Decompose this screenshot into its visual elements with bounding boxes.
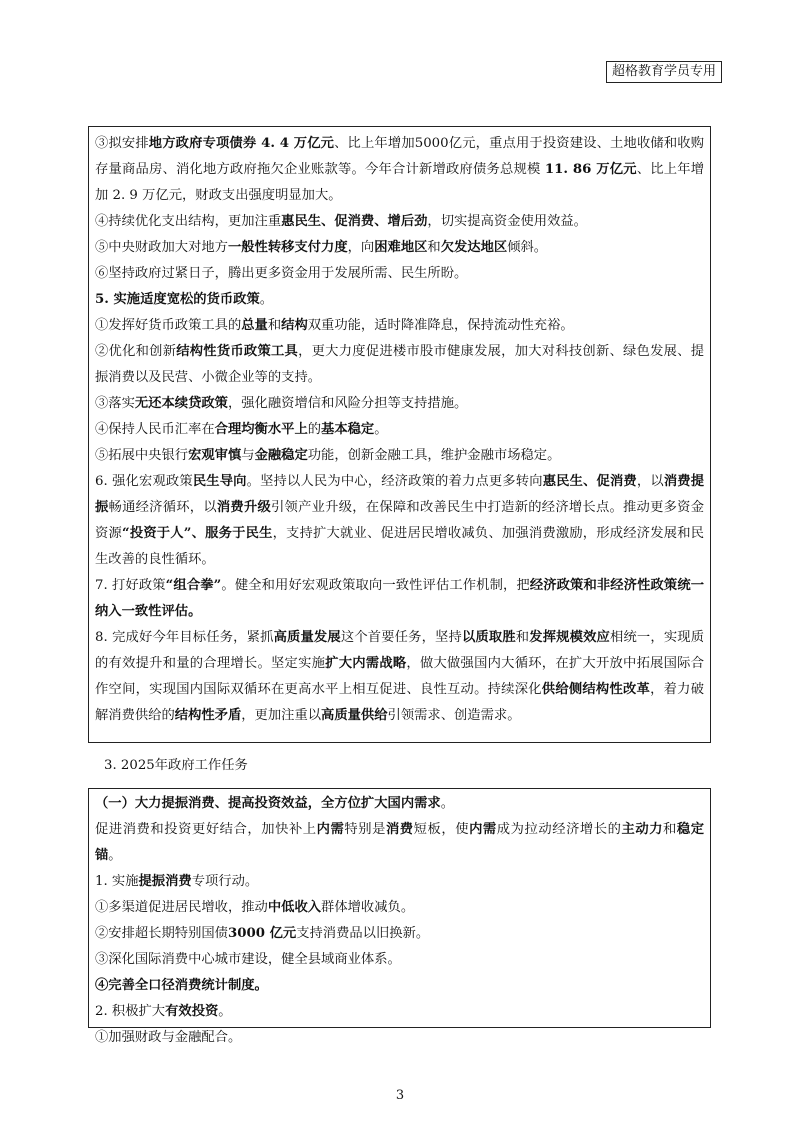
bold-text: 5. 实施适度宽松的货币政策 <box>95 292 260 307</box>
bold-text: 民生导向 <box>192 474 247 489</box>
document-stamp: 超格教育学员专用 <box>606 61 722 83</box>
paragraph <box>95 791 704 817</box>
paragraph <box>95 469 704 573</box>
text-run: 成为拉动经济增长的 <box>496 822 622 837</box>
text-run: 。坚持以人民为中心，经济政策的着力点更多转向 <box>246 474 543 489</box>
text-run: 支持消费品以旧换新。 <box>296 926 430 941</box>
paragraph <box>95 209 704 235</box>
text-run: ，做大做强国内大循环，在扩大开放中拓展国际合作空间，实现国内国际双循环在更高水平上相互促进、良性互动。持续深化 <box>95 656 705 697</box>
content-box-tasks <box>88 788 711 1045</box>
bold-text: 结构性货币政策工具 <box>176 344 299 359</box>
bold-text: ④完善全口径消费统计制度。 <box>95 978 268 993</box>
bold-text: 稳定锚 <box>95 822 705 863</box>
bold-text: 惠民生、促消费 <box>542 474 637 489</box>
bold-text: 发挥规模效应 <box>529 630 611 645</box>
text-run: 、比上年增加5000亿元，重点用于投资建设、土地收储和收购存量商品房、消化地方政府拖欠企业账款等。今年合计新增政府债务总规模 <box>95 136 705 177</box>
text-run: 。 <box>374 422 388 437</box>
bold-text: 供给侧结构性改革 <box>541 682 651 697</box>
paragraph <box>95 869 704 895</box>
text-run: ①多渠道促进居民增收，推动 <box>95 900 268 915</box>
text-run: 的 <box>307 422 322 437</box>
text-run: ②安排超长期特别国债 <box>95 926 228 941</box>
paragraph <box>95 443 704 469</box>
bold-text: 高质量供给 <box>321 708 388 723</box>
text-run: ，着力破解消费供给的 <box>95 682 705 723</box>
bold-text: 困难地区 <box>374 240 428 255</box>
text-run: ⑤中央财政加大对地方 <box>95 240 228 255</box>
text-run: 引领需求、创造需求。 <box>387 708 521 723</box>
paragraph <box>95 573 704 625</box>
text-run: ，支持扩大就业、促进居民增收减负、加强消费激励，形成经济发展和民生改善的良性循环。 <box>95 526 705 567</box>
text-run: 7. 打好政策 <box>95 578 166 593</box>
bold-text: 欠发达地区 <box>440 240 508 255</box>
text-run: ，更加注重以 <box>241 708 322 723</box>
bold-text: 11. 86 万亿元 <box>544 162 637 177</box>
text-run: 。健全和用好宏观政策取向一致性评估工作机制，把 <box>221 578 530 593</box>
text-run: 短板，使 <box>413 822 470 837</box>
text-run: 功能，创新金融工具，维护金融市场稳定。 <box>307 448 561 463</box>
bold-text: 主动力 <box>621 822 664 837</box>
text-run: 和 <box>267 318 282 333</box>
text-run: ⑤拓展中央银行 <box>95 448 189 463</box>
text-run: 畅通经济循环，以 <box>108 500 217 515</box>
page-number: 3 <box>395 1088 405 1103</box>
bold-text: 地方政府专项债券 4. 4 万亿元 <box>148 136 335 151</box>
text-run: 。 <box>440 796 455 811</box>
text-run: ①发挥好货币政策工具的 <box>95 318 242 333</box>
bold-text: 经济政策和非经济性政策统一纳入一致性评估。 <box>95 578 705 619</box>
paragraph <box>95 339 704 391</box>
bold-text: 内需 <box>469 822 497 837</box>
paragraph <box>95 895 704 921</box>
bold-text: 有效投资 <box>165 1004 219 1019</box>
text-run: 与 <box>241 448 255 463</box>
bold-text: 惠民生、促消费、增后劲 <box>281 214 428 229</box>
bold-text: 合理均衡水平上 <box>214 422 308 437</box>
text-run: 群体增收减负。 <box>321 900 415 915</box>
text-run: 引领产业升级，在保障和改善民生中打造新的经济增长点。推动更多资金资源 <box>95 500 705 541</box>
bold-text: 一般性转移支付力度 <box>227 240 348 255</box>
text-run: ，以 <box>636 474 664 489</box>
text-run: 特别是 <box>344 822 386 837</box>
bold-text: 内需 <box>316 822 345 837</box>
text-run: ④保持人民币汇率在 <box>95 422 215 437</box>
bold-text: 消费提振 <box>95 474 705 515</box>
paragraph <box>95 131 704 209</box>
bold-text: 扩大内需战略 <box>325 656 407 671</box>
text-run: 和 <box>663 822 677 837</box>
text-run: 。 <box>108 848 122 863</box>
bold-text: “投资于人”、服务于民生 <box>121 526 273 541</box>
paragraph <box>95 313 704 339</box>
text-run: ③落实 <box>95 396 135 411</box>
text-run: 、比上年增加 2. 9 万亿元，财政支出强度明显加大。 <box>95 162 704 203</box>
bold-text: 高质量发展 <box>273 630 341 645</box>
text-run: 倾斜。 <box>507 240 548 255</box>
text-run: 和 <box>427 240 441 255</box>
bold-text: 无还本续贷政策 <box>134 396 228 411</box>
bold-text: 宏观审慎 <box>188 448 242 463</box>
paragraph <box>95 973 704 999</box>
bold-text: 中低收入 <box>267 900 322 915</box>
paragraph <box>95 235 704 261</box>
text-run: ④持续优化支出结构，更加注重 <box>95 214 282 229</box>
bold-text: 以质取胜 <box>461 630 516 645</box>
text-run: ，向 <box>347 240 375 255</box>
text-run: 促进消费和投资更好结合，加快补上 <box>95 822 317 837</box>
text-run: 相统一，实现质的有效提升和量的合理增长。坚定实施 <box>95 630 705 671</box>
paragraph <box>95 625 704 729</box>
text-run: ，强化融资增信和风险分担等支持措施。 <box>227 396 468 411</box>
text-run: ，更大力度促进楼市股市健康发展，加大对科技创新、绿色发展、提振消费以及民营、小微企业等的支持。 <box>95 344 705 385</box>
text-run: ①加强财政与金融配合。 <box>95 1030 242 1045</box>
text-run: ，切实提高资金使用效益。 <box>427 214 587 229</box>
bold-text: 结构性矛盾 <box>174 708 242 723</box>
bold-text: （一）大力提振消费、提高投资效益，全方位扩大国内需求 <box>95 796 441 811</box>
paragraph <box>95 999 704 1025</box>
text-run: ③拟安排 <box>95 136 149 151</box>
bold-text: 消费 <box>385 822 414 837</box>
text-run: ③深化国际消费中心城市建设，健全县域商业体系。 <box>95 952 401 967</box>
bold-text: 结构 <box>281 318 308 333</box>
bold-text: 3000 亿元 <box>227 926 297 941</box>
text-run: 。 <box>218 1004 232 1019</box>
paragraph <box>95 261 704 287</box>
text-run: 2. 积极扩大 <box>95 1004 166 1019</box>
paragraph <box>95 417 704 443</box>
bold-text: “组合拳” <box>165 578 222 593</box>
text-run: 。 <box>259 292 274 307</box>
text-run: ⑥坚持政府过紧日子，腾出更多资金用于发展所需、民生所盼。 <box>95 266 468 281</box>
bold-text: 提振消费 <box>138 874 192 889</box>
bold-text: 基本稳定 <box>321 422 375 437</box>
text-run: 这个首要任务，坚持 <box>340 630 462 645</box>
text-run: 6. 强化宏观政策 <box>95 474 193 489</box>
paragraph <box>95 921 704 947</box>
section-title: 3. 2025年政府工作任务 <box>104 758 248 773</box>
bold-text: 总量 <box>241 318 268 333</box>
paragraph <box>95 1025 704 1051</box>
paragraph <box>95 287 704 313</box>
paragraph <box>95 947 704 973</box>
text-run: 和 <box>515 630 530 645</box>
text-run: 双重功能，适时降准降息，保持流动性充裕。 <box>307 318 574 333</box>
text-run: 1. 实施 <box>95 874 139 889</box>
paragraph <box>95 817 704 869</box>
bold-text: 消费升级 <box>216 500 272 515</box>
bold-text: 金融稳定 <box>254 448 308 463</box>
text-run: ②优化和创新 <box>95 344 177 359</box>
text-run: 8. 完成好今年目标任务，紧抓 <box>95 630 274 645</box>
paragraph <box>95 391 704 417</box>
text-run: 专项行动。 <box>191 874 259 889</box>
content-box-policies <box>88 126 711 743</box>
